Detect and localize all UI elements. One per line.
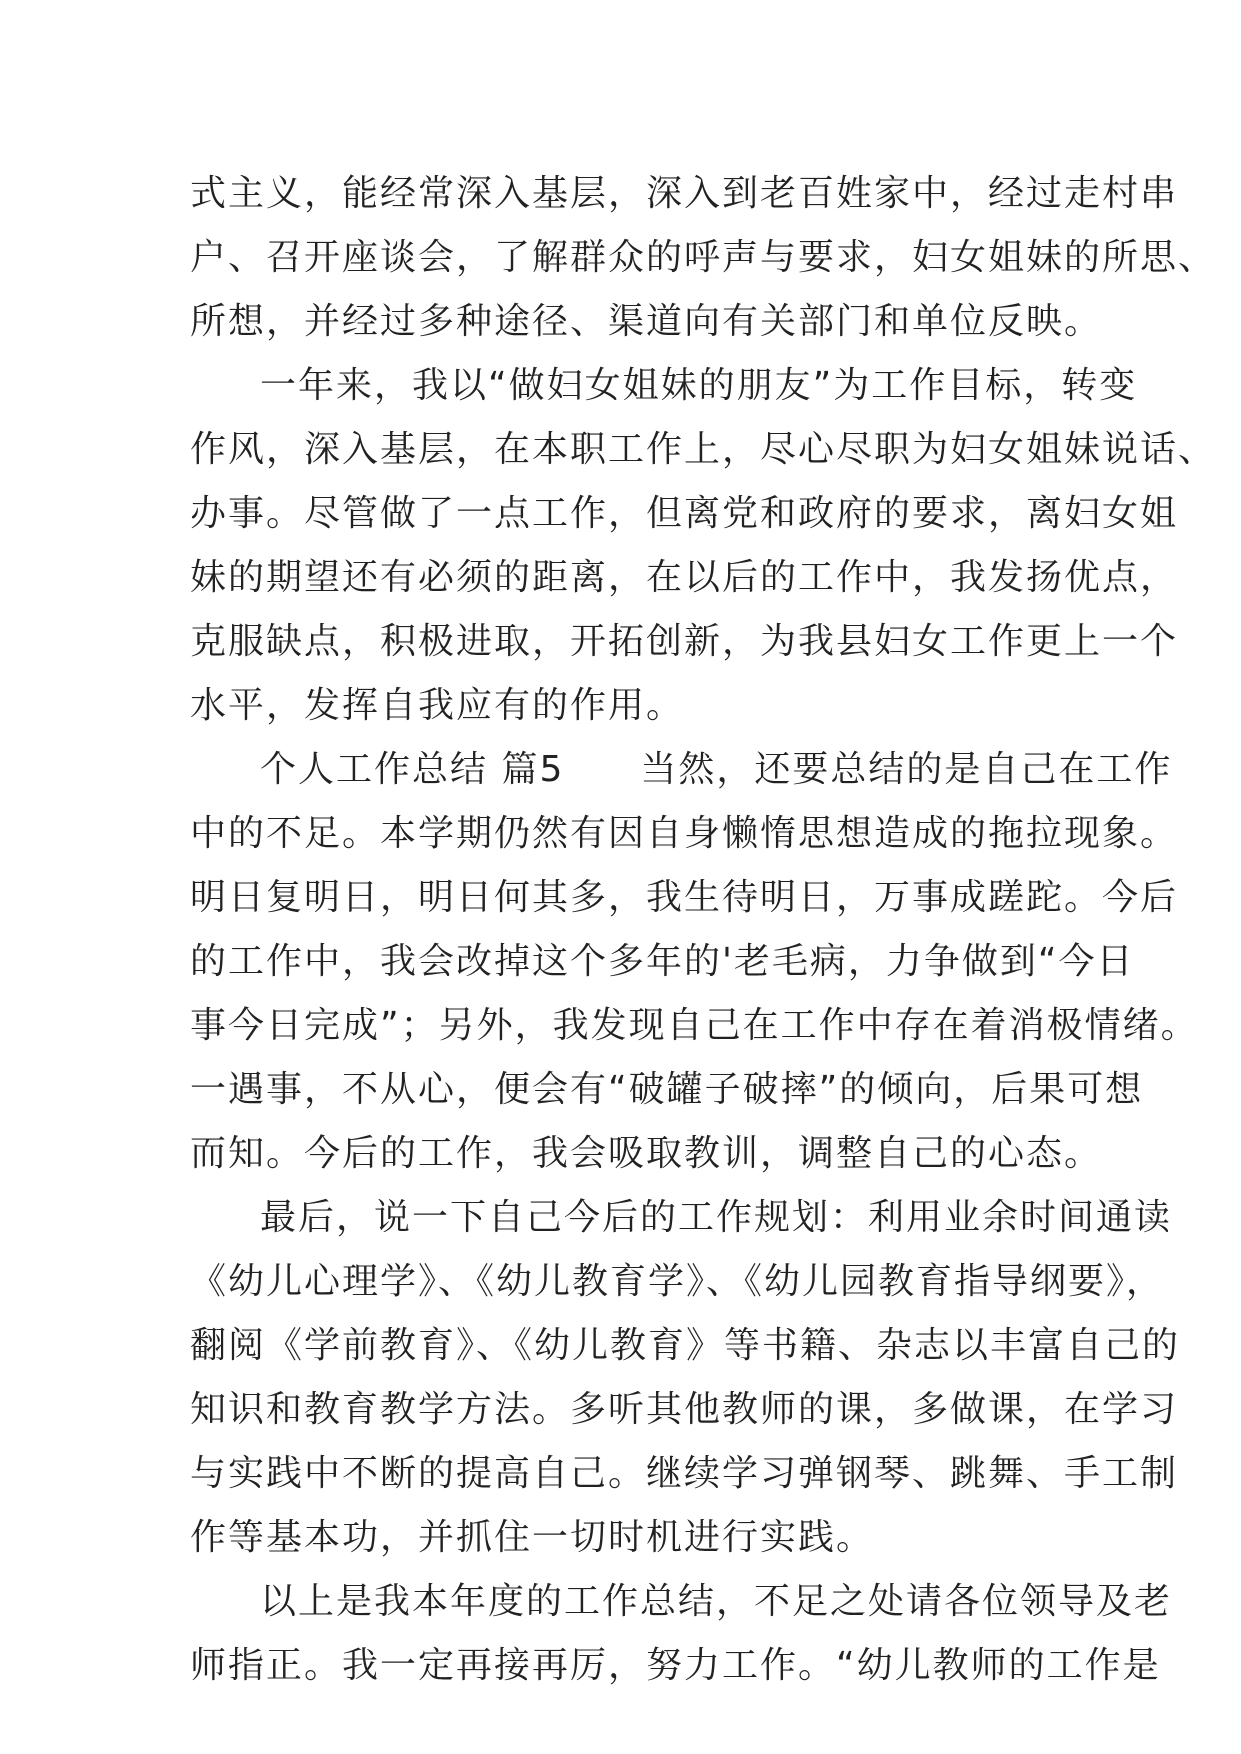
- section-heading-line: 个人工作总结 篇5 当然，还要总结的是自己在工作: [260, 749, 1173, 790]
- text-line: 知识和教育教学方法。多听其他教师的课，多做课，在学习: [190, 1389, 1179, 1430]
- text-line: 作等基本功，并抓住一切时机进行实践。: [190, 1517, 875, 1558]
- paragraph-first-line: 以上是我本年度的工作总结，不足之处请各位领导及老: [260, 1581, 1173, 1622]
- text-line: 作风，深入基层，在本职工作上，尽心尽职为妇女姐妹说话、: [190, 429, 1217, 470]
- paragraph-first-line: 最后，说一下自己今后的工作规划：利用业余时间通读: [260, 1197, 1173, 1238]
- text-line: 克服缺点，积极进取，开拓创新，为我县妇女工作更上一个: [190, 621, 1179, 662]
- text-line: 中的不足。本学期仍然有因自身懒惰思想造成的拖拉现象。: [190, 813, 1179, 854]
- text-line: 一遇事，不从心，便会有“破罐子破摔”的倾向，后果可想: [190, 1069, 1144, 1110]
- text-line: 而知。今后的工作，我会吸取教训，调整自己的心态。: [190, 1133, 1103, 1174]
- text-line: 的工作中，我会改掉这个多年的'老毛病，力争做到“今日: [190, 941, 1135, 982]
- document-body: [190, 162, 1217, 1698]
- text-line: 与实践中不断的提高自己。继续学习弹钢琴、跳舞、手工制: [190, 1453, 1179, 1494]
- text-line: 办事。尽管做了一点工作，但离党和政府的要求，离妇女姐: [190, 493, 1179, 534]
- text-line: 水平，发挥自我应有的作用。: [190, 685, 685, 726]
- text-line: 户、召开座谈会，了解群众的呼声与要求，妇女姐妹的所思、: [190, 237, 1217, 278]
- text-line: 式主义，能经常深入基层，深入到老百姓家中，经过走村串: [190, 173, 1179, 214]
- text-line: 明日复明日，明日何其多，我生待明日，万事成蹉跎。今后: [190, 877, 1179, 918]
- text-line: 翻阅《学前教育》、《幼儿教育》等书籍、杂志以丰富自己的: [190, 1325, 1181, 1366]
- text-line: 事今日完成”；另外，我发现自己在工作中存在着消极情绪。: [190, 1005, 1199, 1046]
- paragraph-first-line: 一年来，我以“做妇女姐妹的朋友”为工作目标，转变: [260, 365, 1138, 406]
- text-line: 妹的期望还有必须的距离，在以后的工作中，我发扬优点，: [190, 557, 1179, 598]
- text-line: 《幼儿心理学》、《幼儿教育学》、《幼儿园教育指导纲要》，: [190, 1261, 1165, 1302]
- text-line: 所想，并经过多种途径、渠道向有关部门和单位反映。: [190, 301, 1103, 342]
- text-line: 师指正。我一定再接再厉，努力工作。“幼儿教师的工作是: [190, 1645, 1161, 1686]
